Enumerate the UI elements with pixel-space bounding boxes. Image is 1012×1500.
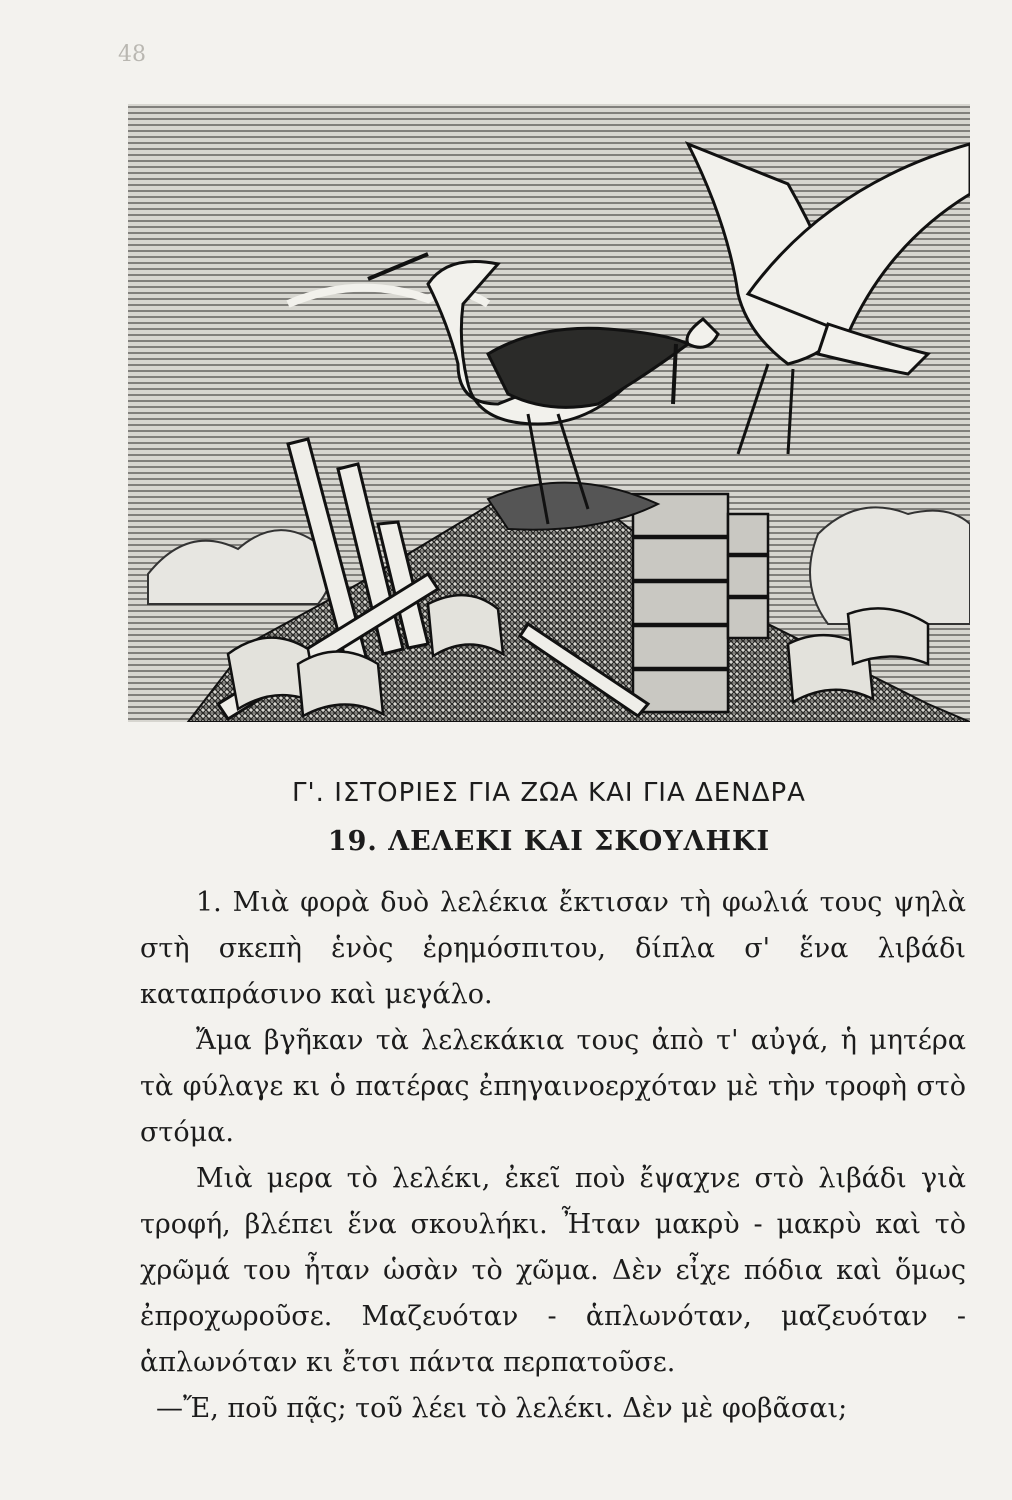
section-heading: Γ'. ΙΣΤΟΡΙΕΣ ΓΙΑ ΖΩΑ ΚΑΙ ΓΙΑ ΔΕΝΔΡΑ [292,778,806,808]
story-text [140,880,966,1432]
paragraph-2: Ἄμα βγῆκαν τὰ λελεκάκια τους ἀπὸ τ' αὐγά, ἡ μητέρα τὰ φύλαγε κι ὁ πατέρας ἐπηγαινοερχόταν μὲ τὴν τροφὴ στὸ στόμα. [140,1025,966,1148]
page-number: 48 [118,42,146,67]
storks-nest-illustration [128,104,970,722]
paragraph-3: Μιὰ μερα τὸ λελέκι, ἐκεῖ ποὺ ἔψαχνε στὸ λιβάδι γιὰ τροφή, βλέπει ἕνα σκουλήκι. Ἦταν μακρὺ - μακρὺ καὶ τὸ χρῶμά του ἦταν ὡσὰν τὸ χῶμα. Δὲν εἶχε πόδια καὶ ὅμως ἐπροχωροῦσε. Μαζευόταν - ἁπλωνόταν, μαζευόταν - ἁπλωνόταν κι ἔτσι πάντα περπατοῦσε. [140,1163,966,1378]
storks-on-ruined-roof-image [128,104,970,722]
paragraph-4: —Ἔ, ποῦ πᾷς; τοῦ λέει τὸ λελέκι. Δὲν μὲ φοβᾶσαι; [156,1393,848,1424]
paragraph-1: 1. Μιὰ φορὰ δυὸ λελέκια ἔκτισαν τὴ φωλιά τους ψηλὰ στὴ σκεπὴ ἑνὸς ἐρημόσπιτου, δίπλα σ' ἕνα λιβάδι καταπράσινο καὶ μεγάλο. [140,887,966,1010]
chapter-title: 19. ΛΕΛΕΚΙ ΚΑΙ ΣΚΟΥΛΗΚΙ [327,826,771,857]
